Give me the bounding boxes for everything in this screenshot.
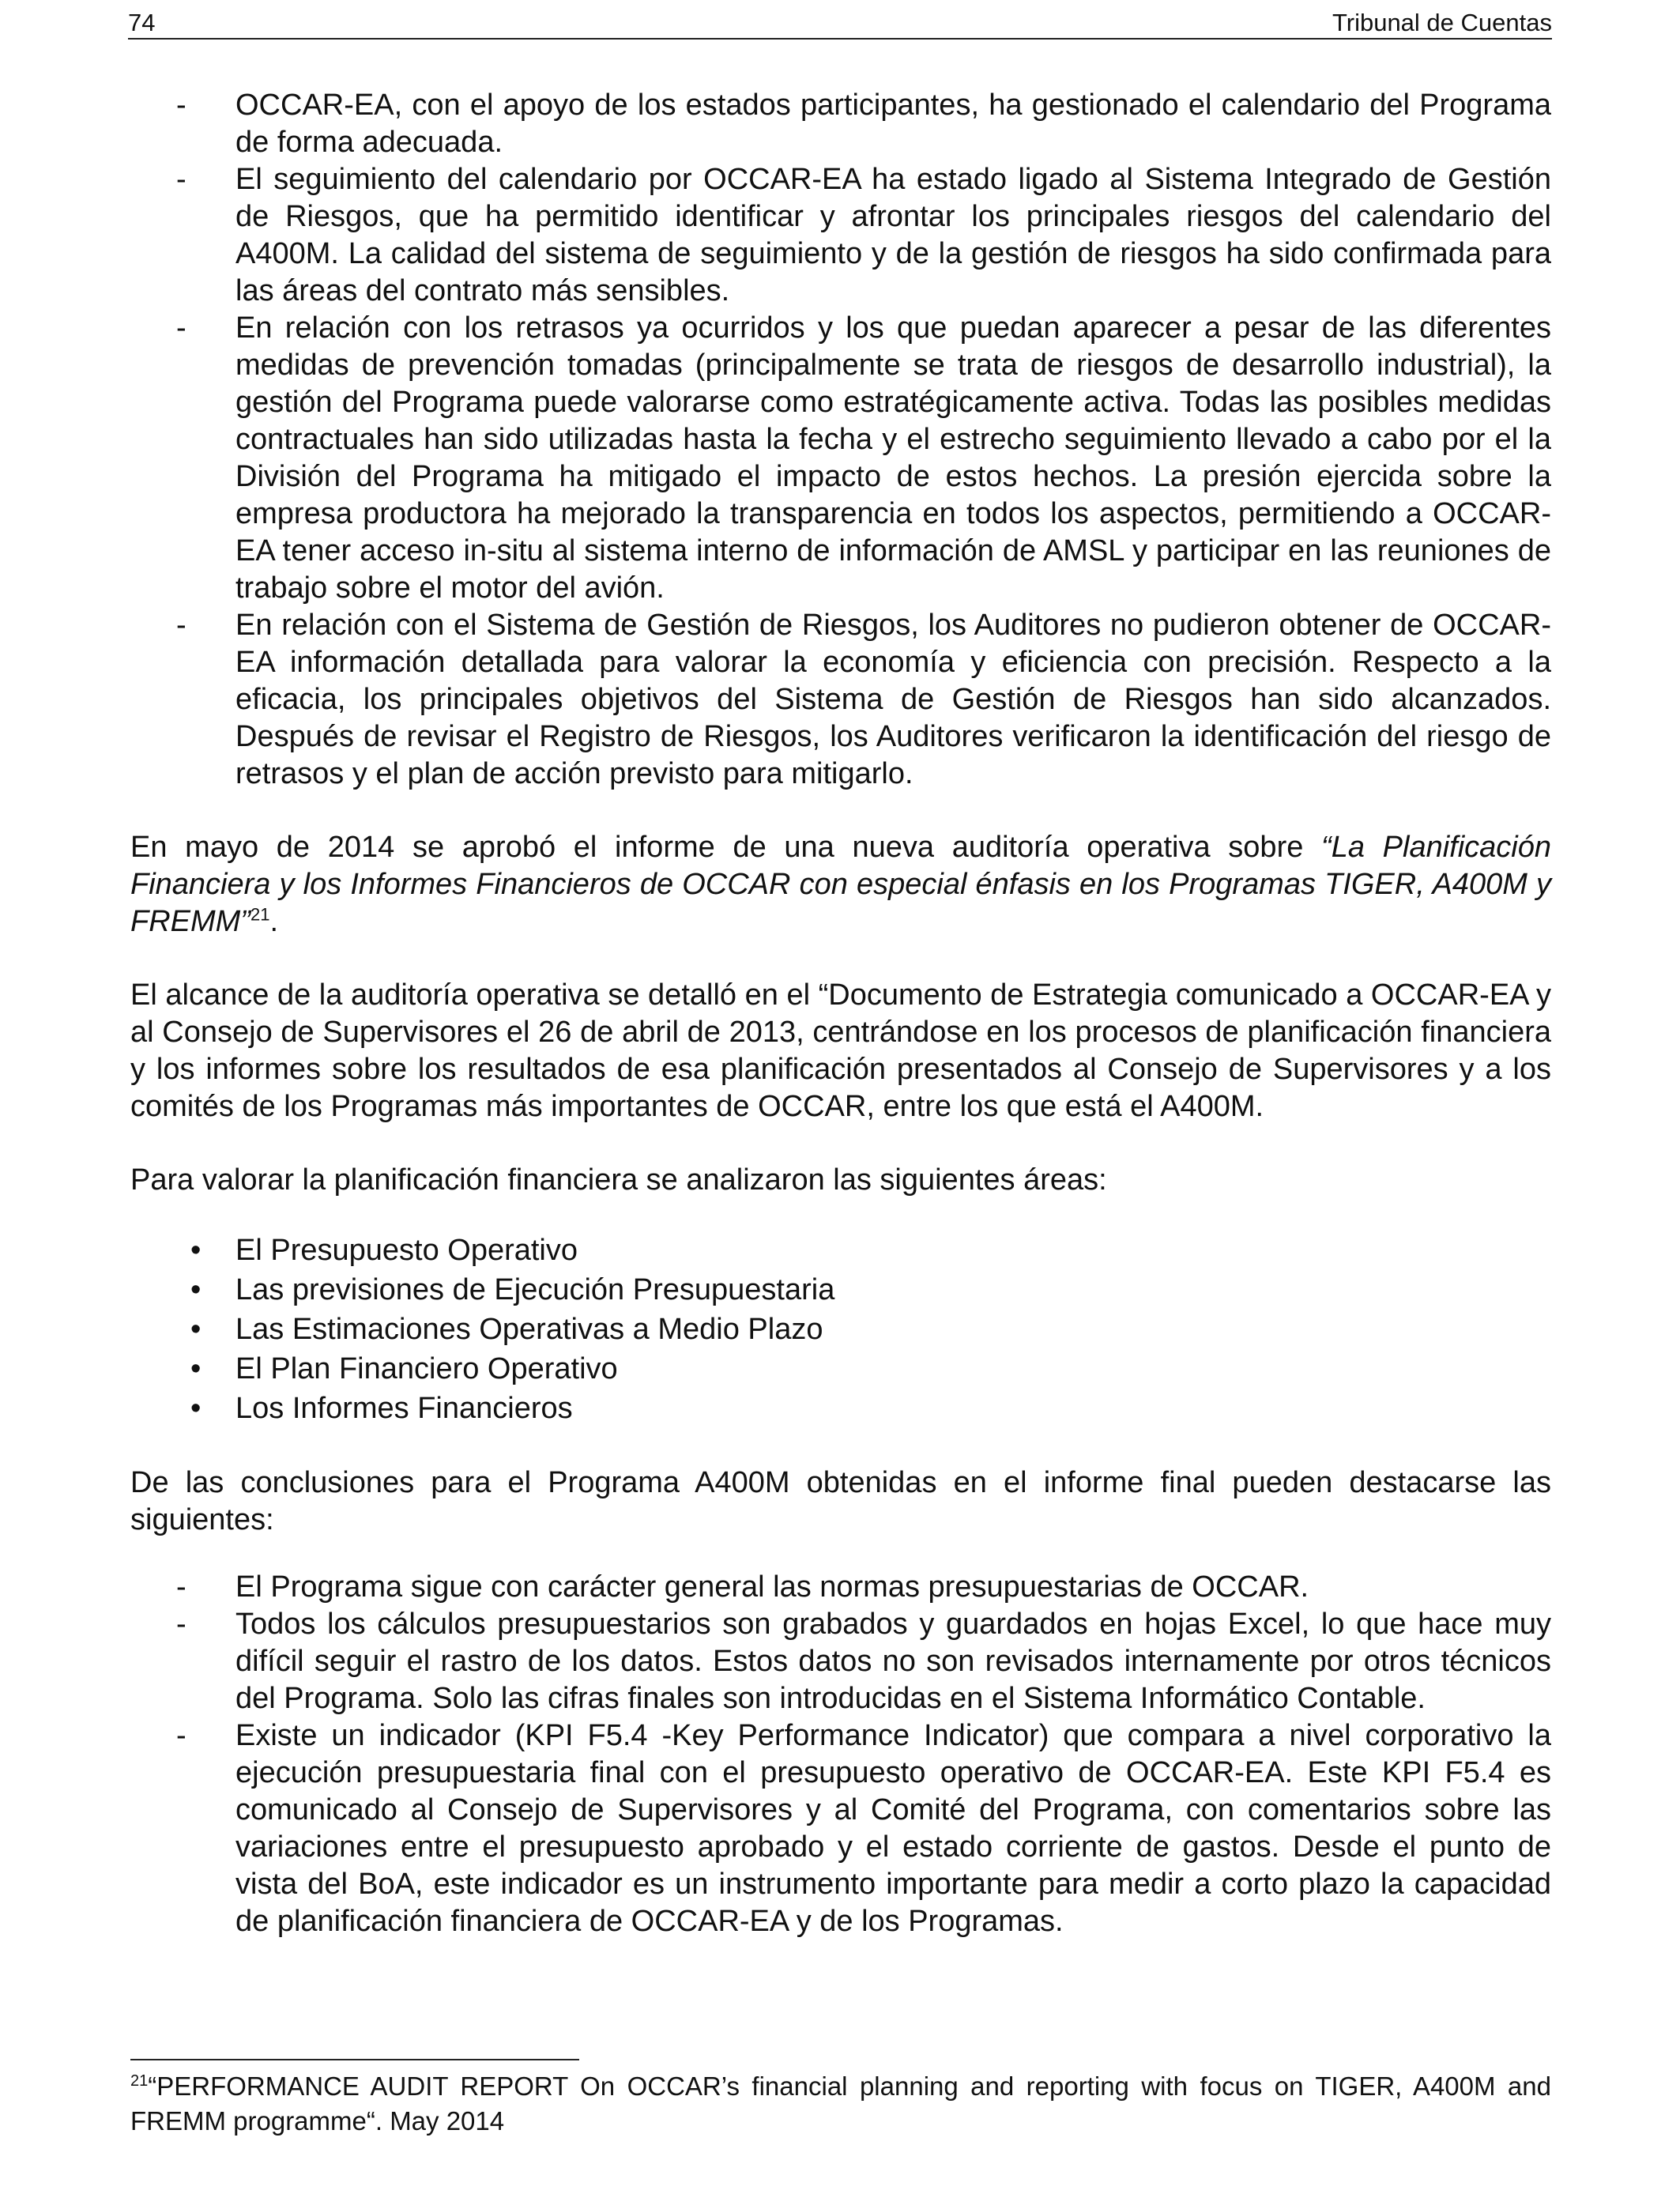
list-item: • El Presupuesto Operativo: [130, 1231, 1551, 1270]
footnote-number: 21: [130, 2072, 149, 2090]
areas-list: [130, 1231, 1551, 1428]
list-item: - En relación con los retrasos ya ocurridos y los que puedan aparecer a pesar de las diferentes medidas de prevención tomadas (principalmente se trata de riesgos de desarrollo industrial), la gestión del Programa puede valorarse como estratégicamente activa. Todas las posibles medidas contractuales han sido utilizadas hasta la fecha y el estrecho seguimiento llevado a cabo por el la División del Programa ha mitigado el impacto de estos hechos. La presión ejercida sobre la empresa productora ha mejorado la transparencia en todos los aspectos, permitiendo a OCCAR-EA tener acceso in-situ al sistema interno de información de AMSL y participar en las reuniones de trabajo sobre el motor del avión.: [130, 310, 1551, 607]
audit-approval-lead: En mayo de 2014 se aprobó el informe de una nueva auditoría operativa sobre: [130, 831, 1322, 864]
paragraph-audit-approval: [130, 829, 1551, 941]
list-item: - El Programa sigue con carácter general las normas presupuestarias de OCCAR.: [130, 1569, 1551, 1606]
footnote-text: “PERFORMANCE AUDIT REPORT On OCCAR’s financial planning and reporting with focus on TIGER, A400M and FREMM programme“. May 2014: [130, 2071, 1551, 2136]
list-item: - En relación con el Sistema de Gestión de Riesgos, los Auditores no pudieron obtener de OCCAR-EA información detallada para valorar la economía y eficiencia con precisión. Respecto a la eficacia, los principales objetivos del Sistema de Gestión de Riesgos han sido alcanzados. Después de revisar el Registro de Riesgos, los Auditores verificaron la identificación del riesgo de retrasos y el plan de acción previsto para mitigarlo.: [130, 607, 1551, 793]
footnote-divider: [130, 2059, 579, 2060]
paragraph-conclusions-intro: De las conclusiones para el Programa A400M obtenidas en el informe final pueden destacarse las siguientes:: [130, 1466, 1551, 1536]
list-item: • Los Informes Financieros: [130, 1389, 1551, 1428]
conclusions-list: [130, 1569, 1551, 1940]
page-number: 74: [128, 9, 156, 36]
footnote: [130, 2069, 1551, 2139]
paragraph-areas-intro: Para valorar la planificación financiera se analizaron las siguientes áreas:: [130, 1163, 1107, 1197]
findings-list: [130, 87, 1551, 793]
list-item: • Las previsiones de Ejecución Presupuestaria: [130, 1270, 1551, 1310]
footnote-reference[interactable]: 21: [250, 904, 270, 925]
audit-report-title: “La Planificación Financiera y los Informes Financieros de OCCAR con especial énfasis en los Programas TIGER, A400M y FREMM”: [130, 831, 1551, 938]
paragraph-audit-scope: El alcance de la auditoría operativa se detalló en el “Documento de Estrategia comunicado a OCCAR-EA y al Consejo de Supervisores el 26 de abril de 2013, centrándose en los procesos de planificación financiera y los informes sobre los resultados de esa planificación presentados al Consejo de Supervisores y a los comités de los Programas más importantes de OCCAR, entre los que está el A400M.: [130, 978, 1551, 1123]
running-header-title: Tribunal de Cuentas: [1332, 9, 1552, 36]
document-body: [130, 87, 1551, 1940]
list-item: - OCCAR-EA, con el apoyo de los estados participantes, ha gestionado el calendario del Programa de forma adecuada.: [130, 87, 1551, 161]
list-item: • El Plan Financiero Operativo: [130, 1349, 1551, 1389]
audit-approval-tail: .: [269, 905, 279, 938]
list-item: - Existe un indicador (KPI F5.4 -Key Performance Indicator) que compara a nivel corporativo la ejecución presupuestaria final con el presupuesto operativo de OCCAR-EA. Este KPI F5.4 es comunicado al Consejo de Supervisores y al Comité del Programa, con comentarios sobre las variaciones entre el presupuesto aprobado y el estado corriente de gastos. Desde el punto de vista del BoA, este indicador es un instrumento importante para medir a corto plazo la capacidad de planificación financiera de OCCAR-EA y de los Programas.: [130, 1717, 1551, 1940]
page-header: [128, 8, 1552, 40]
list-item: - El seguimiento del calendario por OCCAR-EA ha estado ligado al Sistema Integrado de Gestión de Riesgos, que ha permitido identificar y afrontar los principales riesgos del calendario del A400M. La calidad del sistema de seguimiento y de la gestión de riesgos ha sido confirmada para las áreas del contrato más sensibles.: [130, 161, 1551, 310]
list-item: • Las Estimaciones Operativas a Medio Plazo: [130, 1310, 1551, 1349]
list-item: - Todos los cálculos presupuestarios son grabados y guardados en hojas Excel, lo que hace muy difícil seguir el rastro de los datos. Estos datos no son revisados internamente por otros técnicos del Programa. Solo las cifras finales son introducidas en el Sistema Informático Contable.: [130, 1606, 1551, 1717]
